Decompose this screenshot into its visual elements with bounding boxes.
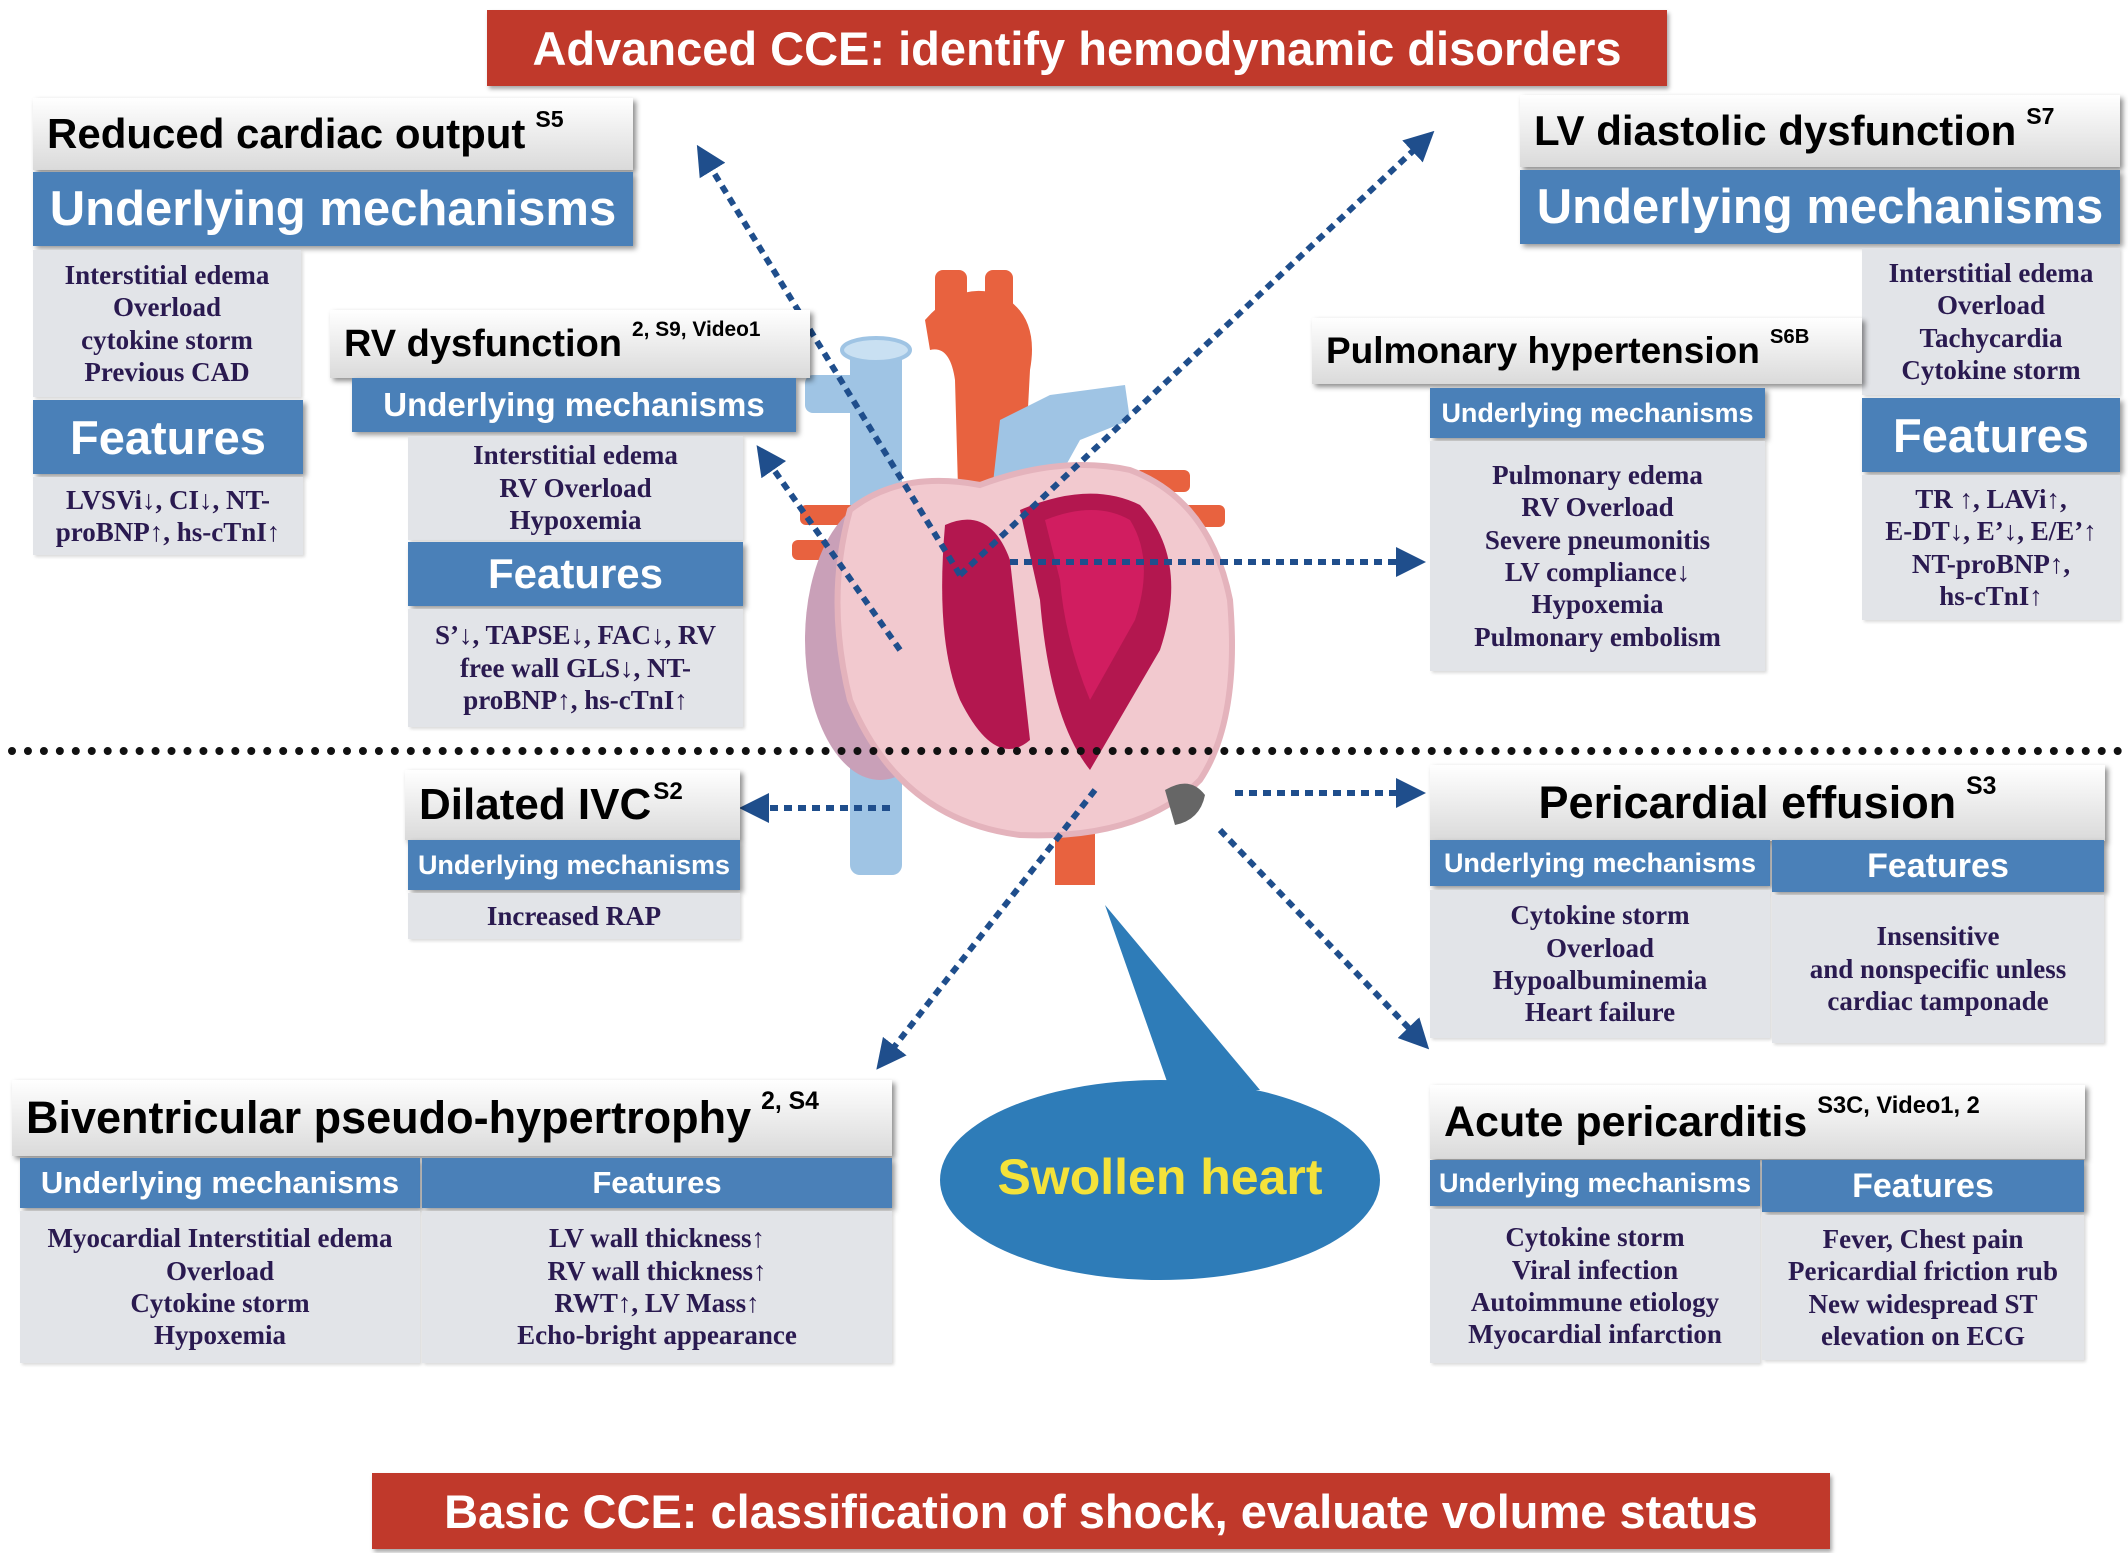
list-item: Interstitial edema — [64, 259, 270, 290]
list-item: Hypoxemia — [509, 505, 642, 536]
rv-dysfunction-features — [408, 609, 743, 727]
list-item: elevation on ECG — [1820, 1320, 2025, 1351]
list-item: Cytokine storm — [130, 1288, 310, 1318]
list-item: Fever, Chest pain — [1822, 1223, 2024, 1254]
lv-diastolic-title: LV diastolic dysfunction $^{S7}$ — [1520, 95, 2120, 167]
list-item: Increased RAP — [486, 900, 662, 931]
list-item: free wall GLS↓, NT- — [459, 652, 691, 683]
top-banner: Advanced CCE: identify hemodynamic disorders — [487, 10, 1667, 86]
lv-diastolic-mech-header: Underlying mechanisms — [1520, 170, 2120, 244]
list-item: and nonspecific unless — [1809, 953, 2067, 984]
dilated-ivc-mechanisms — [408, 893, 740, 939]
biventricular-features — [422, 1211, 892, 1363]
pericardial-effusion-features — [1772, 895, 2104, 1043]
bubble-tail — [1105, 905, 1260, 1090]
list-item: Tachycardia — [1919, 322, 2063, 353]
list-item: Echo-bright appearance — [517, 1320, 797, 1351]
list-item: Overload — [113, 292, 221, 323]
lv-diastolic-feat-header: Features — [1862, 398, 2120, 472]
pericardial-effusion-title: Pericardial effusion $^{S3}$ — [1430, 765, 2105, 841]
pericardial-effusion-mech-header: Underlying mechanisms — [1430, 840, 1770, 886]
list-item: Overload — [1546, 932, 1654, 963]
biventricular-feat-header: Features — [422, 1158, 892, 1208]
list-item: Hypoxemia — [1531, 589, 1664, 620]
list-item: RWT↑, LV Mass↑ — [554, 1288, 760, 1318]
list-item: E-DT↓, E’↓, E/E’↑ — [1885, 516, 2097, 547]
list-item: Pericardial friction rub — [1788, 1256, 2058, 1287]
lv-diastolic-mechanisms — [1862, 248, 2120, 395]
acute-pericarditis-mechanisms — [1430, 1209, 1760, 1363]
acute-pericarditis-feat-header: Features — [1762, 1160, 2084, 1212]
dilated-ivc-title: Dilated IVC $^{S2}$ — [405, 770, 740, 840]
list-item: Interstitial edema — [1888, 257, 2094, 288]
bottom-banner: Basic CCE: classification of shock, evaluate volume status — [372, 1473, 1830, 1549]
pericardial-effusion-mechanisms — [1430, 890, 1770, 1038]
pulm-htn-title: Pulmonary hypertension $^{S6B}$ — [1312, 318, 1862, 384]
pericardial-effusion-feat-header: Features — [1772, 840, 2104, 892]
biventricular-mechanisms — [20, 1211, 420, 1363]
acute-pericarditis-features — [1762, 1215, 2084, 1360]
list-item: Myocardial Interstitial edema — [47, 1223, 393, 1254]
list-item: Cytokine storm — [1505, 1222, 1685, 1253]
list-item: hs-cTnI↑ — [1939, 580, 2043, 611]
biventricular-title: Biventricular pseudo-hypertrophy $^{2, S4}$ — [12, 1080, 892, 1156]
list-item: proBNP↑, hs-cTnI↑ — [463, 685, 688, 716]
list-item: Pulmonary edema — [1492, 459, 1703, 490]
heart-icon — [792, 270, 1232, 885]
list-item: S’↓, TAPSE↓, FAC↓, RV — [434, 620, 717, 651]
list-item: LVSVi↓, CI↓, NT- — [65, 484, 271, 515]
reduced-co-mechanisms — [33, 250, 301, 397]
list-item: Overload — [166, 1255, 274, 1286]
swollen-heart-label: Swollen heart — [997, 1149, 1323, 1205]
list-item: Hypoalbuminemia — [1492, 965, 1708, 995]
rv-dysfunction-feat-header: Features — [408, 542, 743, 606]
dilated-ivc-mech-header: Underlying mechanisms — [408, 840, 740, 890]
list-item: Interstitial edema — [473, 440, 678, 471]
reduced-co-mech-header: Underlying mechanisms — [33, 172, 633, 246]
list-item: Overload — [1937, 290, 2045, 321]
rv-dysfunction-mech-header: Underlying mechanisms — [352, 378, 796, 432]
list-item: cardiac tamponade — [1827, 986, 2049, 1017]
section-divider — [8, 747, 2123, 755]
list-item: Pulmonary embolism — [1474, 621, 1721, 652]
reduced-co-features — [33, 477, 303, 555]
reduced-co-feat-header: Features — [33, 400, 303, 474]
list-item: RV Overload — [499, 472, 652, 503]
list-item: Cytokine storm — [1510, 900, 1690, 931]
rv-dysfunction-mechanisms — [408, 436, 743, 540]
list-item: Heart failure — [1524, 997, 1676, 1028]
lv-diastolic-features — [1862, 475, 2120, 620]
list-item: Autoimmune etiology — [1470, 1287, 1720, 1317]
list-item: LV wall thickness↑ — [548, 1223, 766, 1254]
rv-dysfunction-title: RV dysfunction $^{2, S9, Video1}$ — [330, 310, 810, 378]
acute-pericarditis-title: Acute pericarditis $^{S3C, Video1, 2}$ — [1430, 1085, 2085, 1159]
list-item: cytokine storm — [81, 324, 253, 355]
arrow-acute-pericarditis — [1220, 830, 1425, 1045]
list-item: Cytokine storm — [1901, 354, 2081, 385]
list-item: Hypoxemia — [154, 1320, 286, 1351]
list-item: New widespread ST — [1808, 1288, 2038, 1319]
list-item: RV Overload — [1521, 492, 1674, 523]
pulm-htn-mech-header: Underlying mechanisms — [1430, 388, 1765, 438]
list-item: Previous CAD — [84, 356, 250, 387]
list-item: NT-proBNP↑, — [1911, 548, 2071, 579]
list-item: TR ↑, LAVi↑, — [1915, 483, 2067, 514]
list-item: Viral infection — [1511, 1254, 1679, 1285]
list-item: Severe pneumonitis — [1484, 524, 1711, 555]
list-item: LV compliance↓ — [1504, 557, 1691, 587]
reduced-co-title: Reduced cardiac output $^{S5}$ — [33, 98, 633, 170]
list-item: RV wall thickness↑ — [547, 1255, 767, 1286]
pulm-htn-mechanisms — [1430, 441, 1765, 671]
list-item: proBNP↑, hs-cTnI↑ — [55, 517, 281, 547]
acute-pericarditis-mech-header: Underlying mechanisms — [1430, 1160, 1760, 1206]
biventricular-mech-header: Underlying mechanisms — [20, 1158, 420, 1208]
list-item: Myocardial infarction — [1468, 1319, 1722, 1350]
list-item: Insensitive — [1876, 921, 2000, 952]
